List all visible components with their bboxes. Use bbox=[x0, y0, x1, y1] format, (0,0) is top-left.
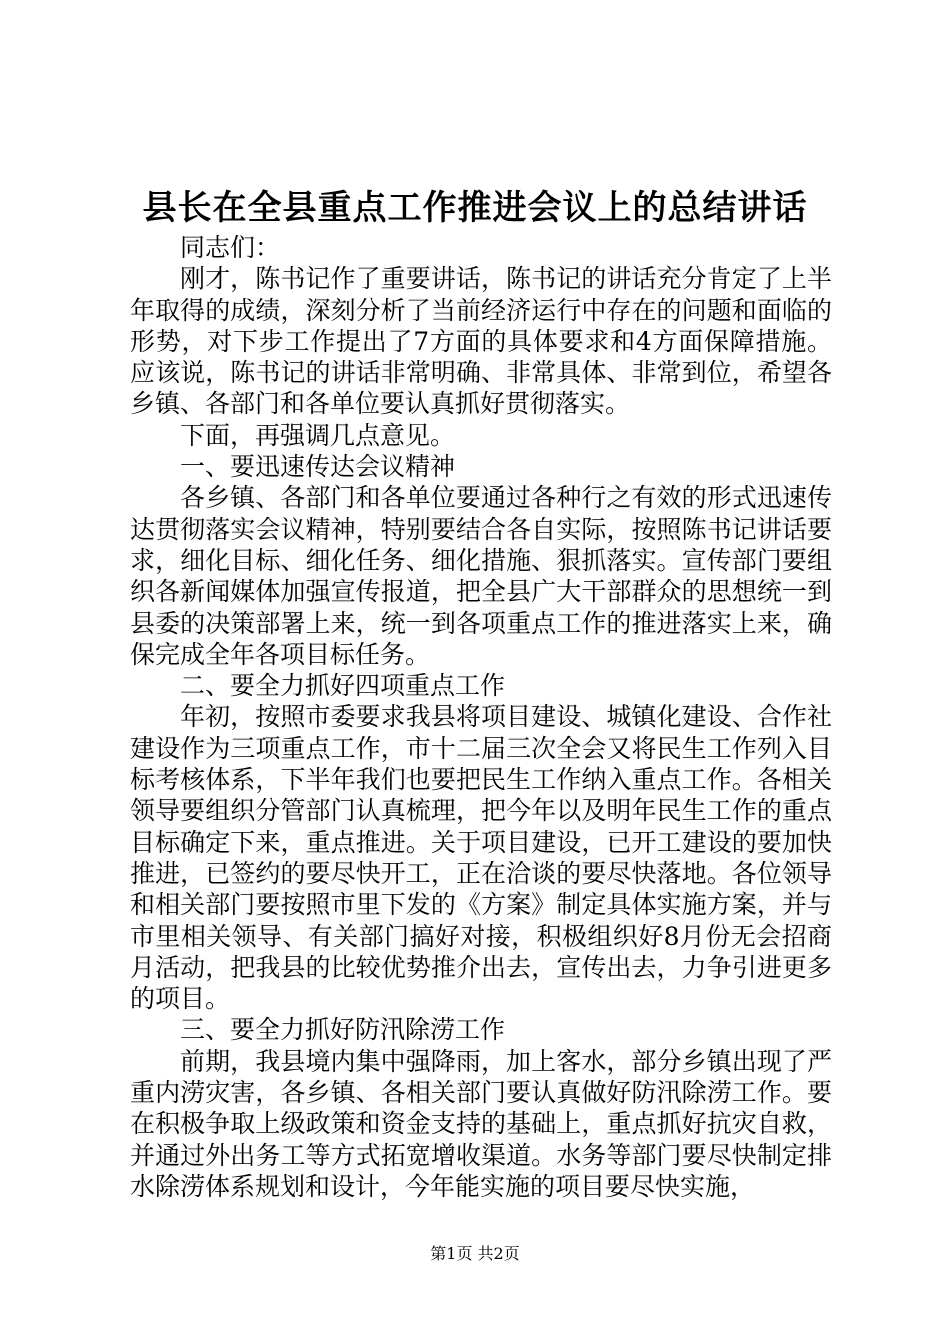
body-paragraph: 年初，按照市委要求我县将项目建设、城镇化建设、合作社建设作为三项重点工作，市十二届三次全会又将民生工作列入目标考核体系，下半年我们也要把民生工作纳入重点工作。各相关领导要组织分管部门认真梳理，把今年以及明年民生工作的重点目标确定下来，重点推进。关于项目建设，已开工建设的要加快推进，已签约的要尽快开工，正在洽谈的要尽快落地。各位领导和相关部门要按照市里下发的《方案》制定具体实施方案，并与市里相关领导、有关部门搞好对接，积极组织好8月份无会招商月活动，把我县的比较优势推介出去，宣传出去，力争引进更多的项目。 bbox=[130, 702, 832, 1014]
document-title: 县长在全县重点工作推进会议上的总结讲话 bbox=[142, 188, 808, 228]
section-heading: 二、要全力抓好四项重点工作 bbox=[180, 671, 506, 701]
salutation: 同志们： bbox=[180, 233, 281, 262]
body-paragraph: 各乡镇、各部门和各单位要通过各种行之有效的形式迅速传达贯彻落实会议精神，特别要结合各自实际，按照陈书记讲话要求，细化目标、细化任务、细化措施、狠抓落实。宣传部门要组织各新闻媒体加强宣传报道，把全县广大干部群众的思想统一到县委的决策部署上来，统一到各项重点工作的推进落实上来，确保完成全年各项目标任务。 bbox=[130, 483, 832, 669]
document-body bbox=[130, 232, 832, 1202]
section-heading: 一、要迅速传达会议精神 bbox=[180, 452, 456, 482]
section-heading: 三、要全力抓好防汛除涝工作 bbox=[180, 1015, 506, 1045]
body-paragraph: 前期，我县境内集中强降雨，加上客水，部分乡镇出现了严重内涝灾害，各乡镇、各相关部门要认真做好防汛除涝工作。要在积极争取上级政策和资金支持的基础上，重点抓好抗灾自救，并通过外出务工等方式拓宽增收渠道。水务等部门要尽快制定排水除涝体系规划和设计，今年能实施的项目要尽快实施， bbox=[130, 1046, 832, 1201]
body-paragraph: 下面，再强调几点意见。 bbox=[180, 420, 456, 450]
page-number: 第1页 共2页 bbox=[430, 1244, 520, 1263]
body-paragraph: 刚才，陈书记作了重要讲话，陈书记的讲话充分肯定了上半年取得的成绩，深刻分析了当前经济运行中存在的问题和面临的形势，对下步工作提出了7方面的具体要求和4方面保障措施。应该说，陈书记的讲话非常明确、非常具体、非常到位，希望各乡镇、各部门和各单位要认真抓好贯彻落实。 bbox=[130, 264, 832, 419]
